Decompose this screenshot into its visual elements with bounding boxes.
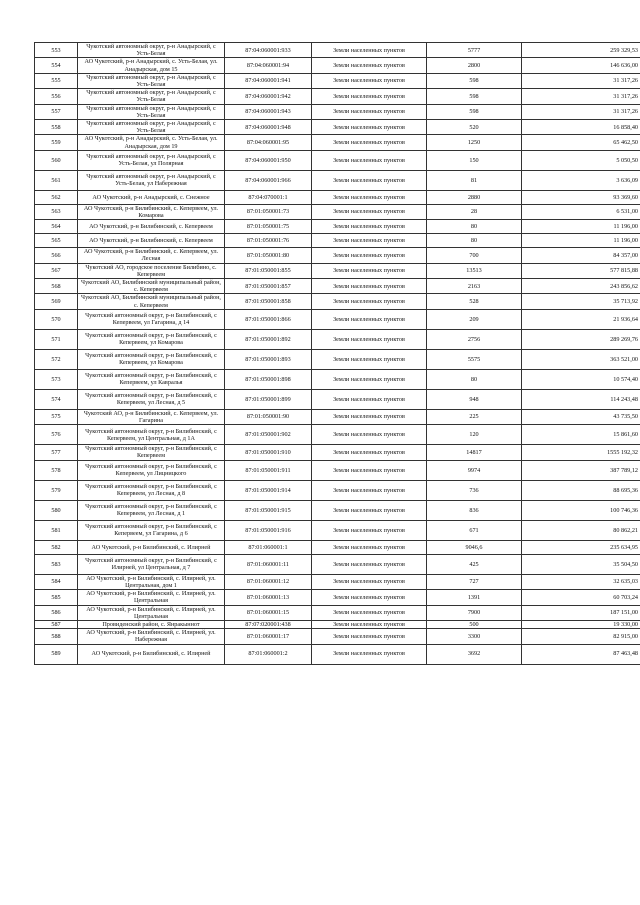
cadastral-value-cell: 10 574,40 bbox=[522, 369, 640, 389]
cadastral-number-cell: 87:04:060001:948 bbox=[225, 120, 312, 135]
area-cell: 225 bbox=[427, 409, 522, 424]
table-row bbox=[35, 89, 640, 104]
land-category-cell: Земли населенных пунктов bbox=[312, 120, 427, 135]
area-cell: 80 bbox=[427, 234, 522, 248]
cadastral-number-cell: 87:01:050001:902 bbox=[225, 425, 312, 445]
land-plots-table bbox=[34, 42, 640, 665]
row-number-cell: 567 bbox=[35, 263, 78, 278]
cadastral-number-cell: 87:01:050001:80 bbox=[225, 248, 312, 263]
area-cell: 13513 bbox=[427, 263, 522, 278]
table-row bbox=[35, 425, 640, 445]
row-number-cell: 561 bbox=[35, 170, 78, 190]
row-number-cell: 578 bbox=[35, 460, 78, 480]
cadastral-value-cell: 43 735,50 bbox=[522, 409, 640, 424]
cadastral-number-cell: 87:04:070001:1 bbox=[225, 190, 312, 204]
area-cell: 425 bbox=[427, 554, 522, 574]
land-category-cell: Земли населенных пунктов bbox=[312, 170, 427, 190]
cadastral-number-cell: 87:04:060001:943 bbox=[225, 104, 312, 119]
table-row bbox=[35, 204, 640, 219]
land-category-cell: Земли населенных пунктов bbox=[312, 620, 427, 628]
table-row bbox=[35, 329, 640, 349]
address-cell: Чукотский АО, р-н Билибинский, с. Кепервеем, ул. Гагарина bbox=[78, 409, 225, 424]
land-category-cell: Земли населенных пунктов bbox=[312, 279, 427, 294]
cadastral-number-cell: 87:01:050001:914 bbox=[225, 480, 312, 500]
address-cell: Чукотский автономный округ, р-н Анадырский, с Усть-Белая bbox=[78, 104, 225, 119]
cadastral-value-cell: 31 317,26 bbox=[522, 89, 640, 104]
land-category-cell: Земли населенных пунктов bbox=[312, 190, 427, 204]
cadastral-number-cell: 87:01:060001:17 bbox=[225, 629, 312, 644]
cadastral-value-cell: 35 713,92 bbox=[522, 294, 640, 309]
row-number-cell: 588 bbox=[35, 629, 78, 644]
address-cell: АО Чукотский, р-н Анадырский, с. Усть-Белая, ул. Анадырская, дом 15 bbox=[78, 58, 225, 73]
row-number-cell: 562 bbox=[35, 190, 78, 204]
land-category-cell: Земли населенных пунктов bbox=[312, 104, 427, 119]
land-category-cell: Земли населенных пунктов bbox=[312, 369, 427, 389]
cadastral-number-cell: 87:01:060001:15 bbox=[225, 605, 312, 620]
cadastral-value-cell: 31 317,26 bbox=[522, 73, 640, 88]
land-category-cell: Земли населенных пунктов bbox=[312, 329, 427, 349]
land-category-cell: Земли населенных пунктов bbox=[312, 294, 427, 309]
land-category-cell: Земли населенных пунктов bbox=[312, 349, 427, 369]
cadastral-number-cell: 87:01:060001:13 bbox=[225, 590, 312, 605]
row-number-cell: 573 bbox=[35, 369, 78, 389]
cadastral-value-cell: 60 703,24 bbox=[522, 590, 640, 605]
address-cell: Чукотский автономный округ, р-н Билибинский, с Кепервеем bbox=[78, 445, 225, 460]
row-number-cell: 564 bbox=[35, 220, 78, 234]
address-cell: Чукотский автономный округ, р-н Билибинский, с Кепервеем, ул Лесная, д 8 bbox=[78, 480, 225, 500]
table-row bbox=[35, 234, 640, 248]
cadastral-value-cell: 259 329,53 bbox=[522, 43, 640, 58]
table-row bbox=[35, 629, 640, 644]
table-row bbox=[35, 73, 640, 88]
land-category-cell: Земли населенных пунктов bbox=[312, 89, 427, 104]
cadastral-number-cell: 87:01:050001:855 bbox=[225, 263, 312, 278]
area-cell: 5777 bbox=[427, 43, 522, 58]
area-cell: 3692 bbox=[427, 644, 522, 664]
area-cell: 3300 bbox=[427, 629, 522, 644]
table-row bbox=[35, 150, 640, 170]
cadastral-value-cell: 1555 192,32 bbox=[522, 445, 640, 460]
row-number-cell: 584 bbox=[35, 574, 78, 589]
land-category-cell: Земли населенных пунктов bbox=[312, 263, 427, 278]
area-cell: 836 bbox=[427, 500, 522, 520]
row-number-cell: 558 bbox=[35, 120, 78, 135]
table-row bbox=[35, 590, 640, 605]
cadastral-value-cell: 31 317,26 bbox=[522, 104, 640, 119]
land-category-cell: Земли населенных пунктов bbox=[312, 574, 427, 589]
cadastral-number-cell: 87:01:050001:899 bbox=[225, 389, 312, 409]
land-category-cell: Земли населенных пунктов bbox=[312, 234, 427, 248]
table-row bbox=[35, 574, 640, 589]
cadastral-number-cell: 87:04:060001:941 bbox=[225, 73, 312, 88]
cadastral-number-cell: 87:01:050001:76 bbox=[225, 234, 312, 248]
row-number-cell: 579 bbox=[35, 480, 78, 500]
table-row bbox=[35, 220, 640, 234]
cadastral-value-cell: 387 789,12 bbox=[522, 460, 640, 480]
cadastral-value-cell: 35 504,50 bbox=[522, 554, 640, 574]
area-cell: 1391 bbox=[427, 590, 522, 605]
row-number-cell: 555 bbox=[35, 73, 78, 88]
table-row bbox=[35, 409, 640, 424]
table-row bbox=[35, 43, 640, 58]
table-row bbox=[35, 58, 640, 73]
cadastral-number-cell: 87:01:060001:12 bbox=[225, 574, 312, 589]
cadastral-number-cell: 87:01:050001:893 bbox=[225, 349, 312, 369]
area-cell: 727 bbox=[427, 574, 522, 589]
document-page bbox=[34, 42, 638, 665]
land-category-cell: Земли населенных пунктов bbox=[312, 135, 427, 150]
row-number-cell: 565 bbox=[35, 234, 78, 248]
row-number-cell: 553 bbox=[35, 43, 78, 58]
area-cell: 598 bbox=[427, 73, 522, 88]
cadastral-value-cell: 80 862,21 bbox=[522, 520, 640, 540]
row-number-cell: 581 bbox=[35, 520, 78, 540]
area-cell: 14817 bbox=[427, 445, 522, 460]
row-number-cell: 580 bbox=[35, 500, 78, 520]
area-cell: 7900 bbox=[427, 605, 522, 620]
area-cell: 598 bbox=[427, 89, 522, 104]
cadastral-number-cell: 87:01:060001:2 bbox=[225, 644, 312, 664]
land-category-cell: Земли населенных пунктов bbox=[312, 605, 427, 620]
address-cell: Чукотский автономный округ, р-н Билибинский, с Кепервеем, ул Лесная, д 1 bbox=[78, 500, 225, 520]
cadastral-value-cell: 289 269,76 bbox=[522, 329, 640, 349]
cadastral-value-cell: 100 746,36 bbox=[522, 500, 640, 520]
cadastral-value-cell: 21 936,64 bbox=[522, 309, 640, 329]
address-cell: Чукотский автономный округ, р-н Билибинский, с Кепервеем, ул Комарова bbox=[78, 349, 225, 369]
area-cell: 2756 bbox=[427, 329, 522, 349]
land-category-cell: Земли населенных пунктов bbox=[312, 204, 427, 219]
cadastral-value-cell: 11 196,00 bbox=[522, 220, 640, 234]
address-cell: АО Чукотский, р-н Билибинский, с. Илирней bbox=[78, 540, 225, 554]
table-row bbox=[35, 554, 640, 574]
table-row bbox=[35, 520, 640, 540]
row-number-cell: 563 bbox=[35, 204, 78, 219]
land-category-cell: Земли населенных пунктов bbox=[312, 520, 427, 540]
cadastral-value-cell: 11 196,00 bbox=[522, 234, 640, 248]
row-number-cell: 583 bbox=[35, 554, 78, 574]
land-category-cell: Земли населенных пунктов bbox=[312, 43, 427, 58]
table-row bbox=[35, 279, 640, 294]
land-category-cell: Земли населенных пунктов bbox=[312, 629, 427, 644]
cadastral-value-cell: 114 243,48 bbox=[522, 389, 640, 409]
address-cell: АО Чукотский, р-н Билибинский, с. Кепервеем, ул. Лесная bbox=[78, 248, 225, 263]
cadastral-value-cell: 577 815,88 bbox=[522, 263, 640, 278]
area-cell: 2163 bbox=[427, 279, 522, 294]
cadastral-value-cell: 19 330,00 bbox=[522, 620, 640, 628]
land-category-cell: Земли населенных пунктов bbox=[312, 540, 427, 554]
table-row bbox=[35, 445, 640, 460]
row-number-cell: 572 bbox=[35, 349, 78, 369]
cadastral-value-cell: 16 858,40 bbox=[522, 120, 640, 135]
address-cell: АО Чукотский, р-н Билибинский, с. Илирней bbox=[78, 644, 225, 664]
area-cell: 500 bbox=[427, 620, 522, 628]
address-cell: АО Чукотский, р-н Билибинский, с. Кепервеем, ул. Комарова bbox=[78, 204, 225, 219]
area-cell: 1250 bbox=[427, 135, 522, 150]
row-number-cell: 586 bbox=[35, 605, 78, 620]
cadastral-value-cell: 235 634,95 bbox=[522, 540, 640, 554]
address-cell: Чукотский автономный округ, р-н Билибинский, с Кепервеем, ул Лицницкого bbox=[78, 460, 225, 480]
address-cell: Чукотский автономный округ, р-н Анадырский, с Усть-Белая, ул Набережная bbox=[78, 170, 225, 190]
area-cell: 80 bbox=[427, 369, 522, 389]
address-cell: АО Чукотский, р-н Билибинский, с. Илирней, ул. Центральная bbox=[78, 590, 225, 605]
row-number-cell: 585 bbox=[35, 590, 78, 605]
address-cell: Чукотский автономный округ, р-н Билибинский, с Кепервеем, ул Комарова bbox=[78, 329, 225, 349]
area-cell: 2800 bbox=[427, 58, 522, 73]
area-cell: 150 bbox=[427, 150, 522, 170]
cadastral-value-cell: 187 151,00 bbox=[522, 605, 640, 620]
cadastral-value-cell: 84 357,00 bbox=[522, 248, 640, 263]
row-number-cell: 556 bbox=[35, 89, 78, 104]
area-cell: 598 bbox=[427, 104, 522, 119]
address-cell: Провиденский район, с. Янракыннот bbox=[78, 620, 225, 628]
address-cell: Чукотский АО, городское поселение Билибино, с. Кепервеем bbox=[78, 263, 225, 278]
address-cell: Чукотский автономный округ, р-н Анадырский, с Усть-Белая bbox=[78, 89, 225, 104]
row-number-cell: 576 bbox=[35, 425, 78, 445]
cadastral-value-cell: 88 695,36 bbox=[522, 480, 640, 500]
table-row bbox=[35, 248, 640, 263]
area-cell: 528 bbox=[427, 294, 522, 309]
table-row bbox=[35, 170, 640, 190]
cadastral-number-cell: 87:04:060001:966 bbox=[225, 170, 312, 190]
cadastral-number-cell: 87:04:060001:942 bbox=[225, 89, 312, 104]
table-row bbox=[35, 605, 640, 620]
cadastral-value-cell: 87 463,48 bbox=[522, 644, 640, 664]
area-cell: 9974 bbox=[427, 460, 522, 480]
cadastral-number-cell: 87:01:050001:858 bbox=[225, 294, 312, 309]
area-cell: 28 bbox=[427, 204, 522, 219]
address-cell: Чукотский автономный округ, р-н Билибинский, с Кепервеем, ул Лесная, д 5 bbox=[78, 389, 225, 409]
area-cell: 948 bbox=[427, 389, 522, 409]
cadastral-number-cell: 87:01:050001:90 bbox=[225, 409, 312, 424]
address-cell: Чукотский автономный округ, р-н Анадырский, с Усть-Белая, ул Полярная bbox=[78, 150, 225, 170]
cadastral-value-cell: 15 861,60 bbox=[522, 425, 640, 445]
address-cell: АО Чукотский, р-н Анадырский, с. Усть-Белая, ул. Анадырская, дом 19 bbox=[78, 135, 225, 150]
land-category-cell: Земли населенных пунктов bbox=[312, 445, 427, 460]
row-number-cell: 574 bbox=[35, 389, 78, 409]
land-category-cell: Земли населенных пунктов bbox=[312, 73, 427, 88]
area-cell: 9046,6 bbox=[427, 540, 522, 554]
cadastral-number-cell: 87:01:060001:11 bbox=[225, 554, 312, 574]
table-row bbox=[35, 480, 640, 500]
row-number-cell: 577 bbox=[35, 445, 78, 460]
table-row bbox=[35, 104, 640, 119]
cadastral-number-cell: 87:04:060001:95 bbox=[225, 135, 312, 150]
table-row bbox=[35, 644, 640, 664]
land-category-cell: Земли населенных пунктов bbox=[312, 554, 427, 574]
row-number-cell: 570 bbox=[35, 309, 78, 329]
row-number-cell: 569 bbox=[35, 294, 78, 309]
cadastral-number-cell: 87:01:050001:75 bbox=[225, 220, 312, 234]
address-cell: Чукотский автономный округ, р-н Билибинский, с Кепервеем, ул Кавралья bbox=[78, 369, 225, 389]
land-category-cell: Земли населенных пунктов bbox=[312, 480, 427, 500]
cadastral-number-cell: 87:04:060001:94 bbox=[225, 58, 312, 73]
cadastral-number-cell: 87:01:050001:916 bbox=[225, 520, 312, 540]
address-cell: АО Чукотский, р-н Билибинский, с. Илирней, ул. Центральная, дом 1 bbox=[78, 574, 225, 589]
row-number-cell: 554 bbox=[35, 58, 78, 73]
table-row bbox=[35, 309, 640, 329]
address-cell: Чукотский АО, Билибинский муниципальный район, с. Кепервеем bbox=[78, 294, 225, 309]
cadastral-number-cell: 87:01:050001:911 bbox=[225, 460, 312, 480]
cadastral-value-cell: 3 636,09 bbox=[522, 170, 640, 190]
table-row bbox=[35, 369, 640, 389]
address-cell: АО Чукотский, р-н Билибинский, с. Кепервеем bbox=[78, 234, 225, 248]
table-row bbox=[35, 190, 640, 204]
cadastral-number-cell: 87:01:060001:1 bbox=[225, 540, 312, 554]
row-number-cell: 582 bbox=[35, 540, 78, 554]
address-cell: АО Чукотский, р-н Билибинский, с. Илирней, ул. Центральная bbox=[78, 605, 225, 620]
cadastral-value-cell: 6 531,00 bbox=[522, 204, 640, 219]
table-row bbox=[35, 460, 640, 480]
cadastral-value-cell: 32 635,03 bbox=[522, 574, 640, 589]
cadastral-number-cell: 87:01:050001:892 bbox=[225, 329, 312, 349]
cadastral-number-cell: 87:01:050001:857 bbox=[225, 279, 312, 294]
row-number-cell: 587 bbox=[35, 620, 78, 628]
row-number-cell: 568 bbox=[35, 279, 78, 294]
area-cell: 700 bbox=[427, 248, 522, 263]
area-cell: 80 bbox=[427, 220, 522, 234]
row-number-cell: 589 bbox=[35, 644, 78, 664]
cadastral-value-cell: 243 856,62 bbox=[522, 279, 640, 294]
cadastral-number-cell: 87:01:050001:866 bbox=[225, 309, 312, 329]
area-cell: 5575 bbox=[427, 349, 522, 369]
cadastral-value-cell: 5 050,50 bbox=[522, 150, 640, 170]
cadastral-value-cell: 146 636,00 bbox=[522, 58, 640, 73]
cadastral-number-cell: 87:04:060001:933 bbox=[225, 43, 312, 58]
land-category-cell: Земли населенных пунктов bbox=[312, 590, 427, 605]
row-number-cell: 571 bbox=[35, 329, 78, 349]
area-cell: 520 bbox=[427, 120, 522, 135]
land-category-cell: Земли населенных пунктов bbox=[312, 220, 427, 234]
cadastral-number-cell: 87:01:050001:898 bbox=[225, 369, 312, 389]
address-cell: Чукотский автономный округ, р-н Билибинский, с Кепервеем, ул Гагарина, д 14 bbox=[78, 309, 225, 329]
land-category-cell: Земли населенных пунктов bbox=[312, 389, 427, 409]
cadastral-number-cell: 87:04:060001:950 bbox=[225, 150, 312, 170]
land-category-cell: Земли населенных пунктов bbox=[312, 500, 427, 520]
table-body bbox=[35, 43, 640, 665]
table-row bbox=[35, 263, 640, 278]
table-row bbox=[35, 135, 640, 150]
table-row bbox=[35, 620, 640, 628]
address-cell: Чукотский автономный округ, р-н Анадырский, с Усть-Белая bbox=[78, 43, 225, 58]
cadastral-value-cell: 82 915,00 bbox=[522, 629, 640, 644]
address-cell: Чукотский автономный округ, р-н Билибинский, с Кепервеем, ул Гагарина, д 6 bbox=[78, 520, 225, 540]
row-number-cell: 560 bbox=[35, 150, 78, 170]
table-row bbox=[35, 540, 640, 554]
address-cell: АО Чукотский, р-н Билибинский, с. Илирней, ул. Набережная bbox=[78, 629, 225, 644]
area-cell: 120 bbox=[427, 425, 522, 445]
area-cell: 209 bbox=[427, 309, 522, 329]
address-cell: Чукотский автономный округ, р-н Билибинский, с Кепервеем, ул Центральная, д 1А bbox=[78, 425, 225, 445]
land-category-cell: Земли населенных пунктов bbox=[312, 460, 427, 480]
area-cell: 736 bbox=[427, 480, 522, 500]
table-row bbox=[35, 500, 640, 520]
table-row bbox=[35, 349, 640, 369]
row-number-cell: 559 bbox=[35, 135, 78, 150]
row-number-cell: 557 bbox=[35, 104, 78, 119]
cadastral-number-cell: 87:01:050001:73 bbox=[225, 204, 312, 219]
row-number-cell: 566 bbox=[35, 248, 78, 263]
area-cell: 2880 bbox=[427, 190, 522, 204]
table-row bbox=[35, 120, 640, 135]
address-cell: Чукотский автономный округ, р-н Билибинский, с Илирней, ул Центральная, д 7 bbox=[78, 554, 225, 574]
land-category-cell: Земли населенных пунктов bbox=[312, 58, 427, 73]
cadastral-number-cell: 87:01:050001:910 bbox=[225, 445, 312, 460]
address-cell: АО Чукотский, р-н Анадырский, с. Снежное bbox=[78, 190, 225, 204]
row-number-cell: 575 bbox=[35, 409, 78, 424]
cadastral-number-cell: 87:07:020001:438 bbox=[225, 620, 312, 628]
address-cell: Чукотский АО, Билибинский муниципальный район, с. Кепервеем bbox=[78, 279, 225, 294]
land-category-cell: Земли населенных пунктов bbox=[312, 644, 427, 664]
cadastral-value-cell: 93 369,60 bbox=[522, 190, 640, 204]
land-category-cell: Земли населенных пунктов bbox=[312, 409, 427, 424]
land-category-cell: Земли населенных пунктов bbox=[312, 309, 427, 329]
cadastral-value-cell: 363 521,00 bbox=[522, 349, 640, 369]
table-row bbox=[35, 389, 640, 409]
land-category-cell: Земли населенных пунктов bbox=[312, 150, 427, 170]
area-cell: 671 bbox=[427, 520, 522, 540]
address-cell: АО Чукотский, р-н Билибинский, с. Кепервеем bbox=[78, 220, 225, 234]
address-cell: Чукотский автономный округ, р-н Анадырский, с Усть-Белая bbox=[78, 73, 225, 88]
cadastral-value-cell: 65 462,50 bbox=[522, 135, 640, 150]
address-cell: Чукотский автономный округ, р-н Анадырский, с Усть-Белая bbox=[78, 120, 225, 135]
table-row bbox=[35, 294, 640, 309]
cadastral-number-cell: 87:01:050001:915 bbox=[225, 500, 312, 520]
land-category-cell: Земли населенных пунктов bbox=[312, 425, 427, 445]
area-cell: 81 bbox=[427, 170, 522, 190]
land-category-cell: Земли населенных пунктов bbox=[312, 248, 427, 263]
